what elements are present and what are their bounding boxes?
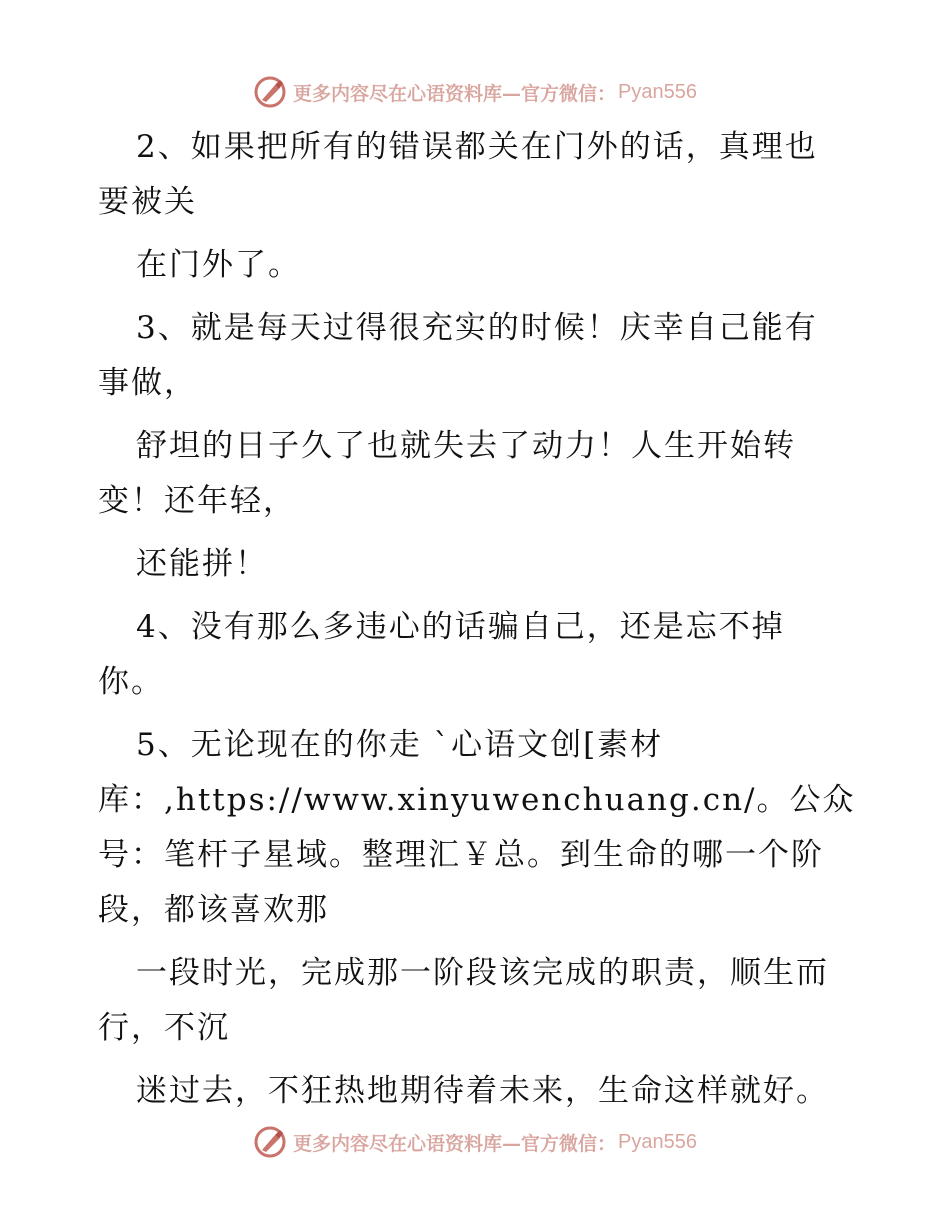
text-line: 你。	[98, 664, 164, 700]
text-line: 行，不沉	[98, 1010, 230, 1046]
text-line: 号：笔杆子星域。整理汇￥总。到生命的哪一个阶	[98, 837, 824, 873]
pen-logo-icon	[253, 75, 287, 109]
header-watermark	[0, 72, 950, 112]
text-line: 变！还年轻，	[98, 483, 296, 519]
watermark-wechat-id: Pyan556	[618, 80, 697, 103]
text-line: 库：,https://www.xinyuwenchuang.cn/。公众	[98, 782, 856, 818]
text-line: 在门外了。	[136, 247, 301, 283]
document-body	[98, 120, 868, 1119]
text-line: 4、没有那么多违心的话骗自己，还是忘不掉	[136, 609, 785, 645]
watermark-wechat-id: Pyan556	[618, 1130, 697, 1153]
text-line: 5、无论现在的你走 `心语文创[素材	[136, 727, 664, 763]
watermark-text: 更多内容尽在心语资料库—官方微信：	[293, 1132, 617, 1155]
text-line: 还能拼！	[136, 546, 268, 582]
footer-watermark	[0, 1122, 950, 1162]
text-line: 事做，	[98, 365, 197, 401]
text-line: 一段时光，完成那一阶段该完成的职责，顺生而	[136, 955, 829, 991]
text-line: 3、就是每天过得很充实的时候！庆幸自己能有	[136, 310, 818, 346]
text-line: 舒坦的日子久了也就失去了动力！人生开始转	[136, 428, 796, 464]
pen-logo-icon	[253, 1125, 287, 1159]
text-line: 要被关	[98, 184, 197, 220]
watermark-text: 更多内容尽在心语资料库—官方微信：	[293, 82, 617, 105]
text-line: 2、如果把所有的错误都关在门外的话，真理也	[136, 129, 818, 165]
text-line: 段，都该喜欢那	[98, 892, 329, 928]
text-line: 迷过去，不狂热地期待着未来，生命这样就好。	[136, 1073, 829, 1109]
